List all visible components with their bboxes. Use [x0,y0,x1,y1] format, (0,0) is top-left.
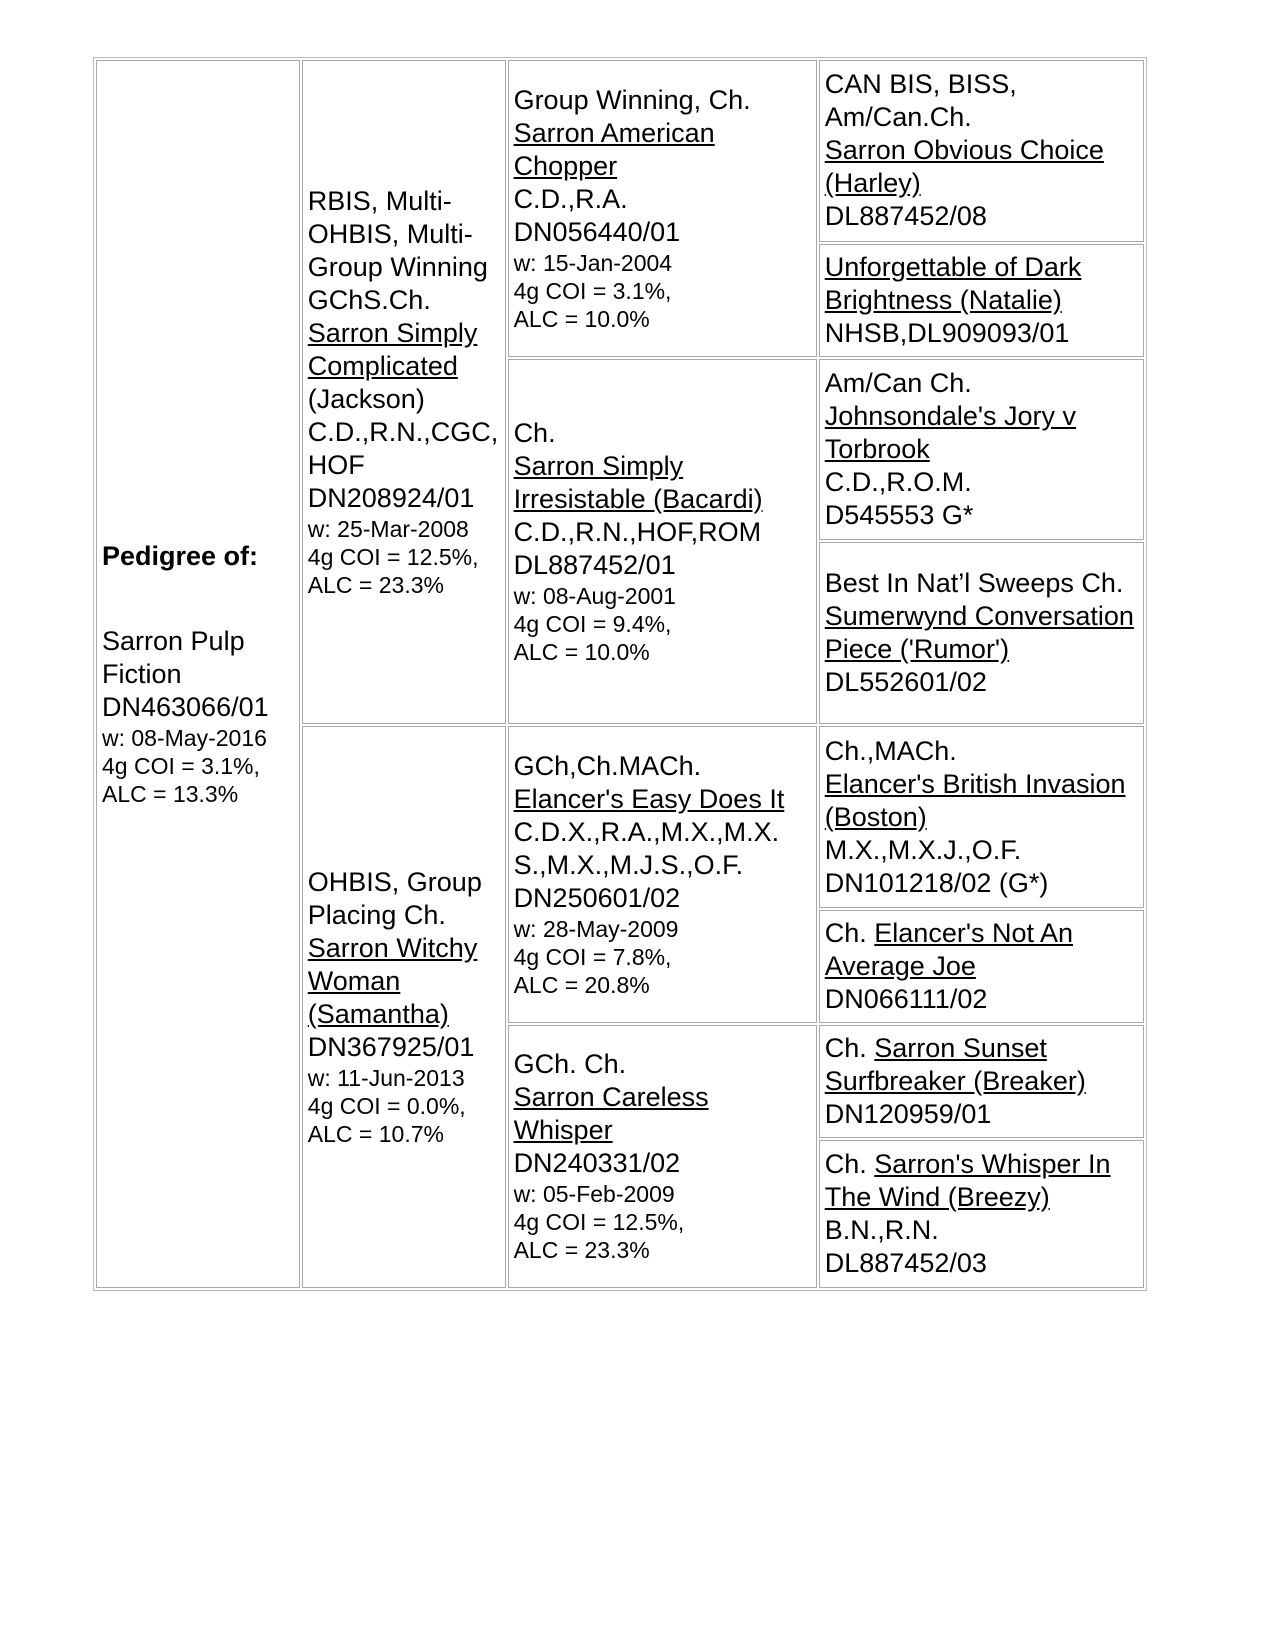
subject-coi: 4g COI = 3.1%, [102,753,260,779]
gg-cell-8 [819,1140,1144,1288]
gg-2-reg: NHSB,DL909093/01 [824,317,1070,348]
dam-sire-reg: DN250601/02 [513,883,681,914]
sire-sire-name-link[interactable]: Sarron American Chopper [513,117,715,181]
dam-sire-coi: 4g COI = 7.8%, [513,944,672,971]
sire-dam-cell [508,359,817,724]
sire-dam-reg: DL887452/01 [513,549,676,580]
gg-cell-2 [819,244,1144,357]
dam-dam-coi: 4g COI = 12.5%, [513,1209,685,1236]
sire-titles: RBIS, Multi-OHBIS, Multi-Group Winning GChS.Ch. [307,186,488,316]
gg-cell-1 [819,60,1144,242]
gg-4-reg: DL552601/02 [824,667,987,698]
gg-8-titles: Ch. [824,1149,867,1179]
dam-sire-name-link[interactable]: Elancer's Easy Does It [513,784,785,815]
dam-reg: DN367925/01 [307,1032,475,1063]
dam-sire-cell [508,726,817,1023]
gg-5-reg: DN101218/02 (G*) [824,867,1049,898]
sire-reg: DN208924/01 [307,483,475,514]
dam-alc: ALC = 10.7% [307,1121,444,1148]
dam-titles: OHBIS, Group Placing Ch. [307,867,482,931]
sire-sire-reg: DN056440/01 [513,216,681,247]
sire-name-link[interactable]: Sarron Simply Complicated [307,318,478,382]
gg-1-name-link[interactable]: Sarron Obvious Choice (Harley) [824,135,1104,199]
subject-cell [96,60,300,1288]
dam-dam-alc: ALC = 23.3% [513,1237,650,1264]
dam-dam-cell [508,1025,817,1288]
gg-6-name-link[interactable]: Elancer's Not An Average Joe [824,917,1074,981]
sire-sire-suffix: C.D.,R.A. [513,183,628,214]
gg-5-suffix: M.X.,M.X.J.,O.F. [824,834,1022,865]
gg-2-name-link[interactable]: Unforgettable of Dark Brightness (Natalie) [824,251,1082,315]
gg-5-name-link[interactable]: Elancer's British Invasion (Boston) [824,768,1126,832]
sire-sire-coi: 4g COI = 3.1%, [513,277,672,304]
gg-cell-3 [819,359,1144,541]
pedigree-table [93,57,1147,1291]
sire-dam-suffix: C.D.,R.N.,HOF,ROM [513,516,762,547]
gg-7-titles: Ch. [824,1032,867,1063]
dam-sire-alc: ALC = 20.8% [513,972,650,999]
dam-dam-whelped: w: 05-Feb-2009 [513,1181,675,1208]
sire-alc: ALC = 23.3% [307,572,444,599]
gg-3-name-link[interactable]: Johnsondale's Jory v Torbrook [824,401,1077,465]
gg-4-name-link[interactable]: Sumerwynd Conversation Piece ('Rumor') [824,601,1134,665]
gg-6-titles: Ch. [824,917,867,948]
gg-6-reg: DN066111/02 [824,983,988,1014]
dam-cell [302,726,506,1288]
gg-3-titles: Am/Can Ch. [824,368,972,399]
dam-dam-reg: DN240331/02 [513,1148,681,1179]
dam-sire-titles: GCh,Ch.MACh. [513,751,702,782]
gg-8-reg: DL887452/03 [824,1248,987,1278]
subject-alc: ALC = 13.3% [102,781,239,807]
sire-suffix: C.D.,R.N.,CGC, HOF [307,417,499,481]
dam-coi: 4g COI = 0.0%, [307,1093,466,1120]
sire-sire-cell [508,60,817,357]
dam-name-link[interactable]: Sarron Witchy Woman (Samantha) [307,933,478,1030]
subject-name: Sarron Pulp Fiction [102,626,245,689]
sire-dam-coi: 4g COI = 9.4%, [513,610,672,637]
sire-call-name: (Jackson) [307,384,425,415]
sire-coi: 4g COI = 12.5%, [307,544,479,571]
gg-cell-6 [819,910,1144,1023]
sire-cell [302,60,506,724]
gg-cell-4 [819,542,1144,724]
pedigree-heading: Pedigree of: [102,541,259,571]
dam-sire-suffix: C.D.X.,R.A.,M.X.,M.X.S.,M.X.,M.J.S.,O.F. [513,817,780,881]
gg-7-reg: DN120959/01 [824,1098,992,1129]
sire-whelped: w: 25-Mar-2008 [307,516,469,543]
gg-3-suffix: C.D.,R.O.M. [824,467,972,498]
gg-8-name-link[interactable]: Sarron's Whisper In The Wind (Breezy) [824,1149,1111,1212]
gg-cell-5 [819,726,1144,908]
gg-cell-7 [819,1025,1144,1138]
subject-whelped: w: 08-May-2016 [102,725,267,751]
sire-sire-titles: Group Winning, Ch. [513,84,751,115]
dam-sire-whelped: w: 28-May-2009 [513,916,679,943]
gg-4-titles: Best In Nat’l Sweeps Ch. [824,568,1124,599]
sire-dam-whelped: w: 08-Aug-2001 [513,582,676,609]
gg-1-titles: CAN BIS, BISS, Am/Can.Ch. [824,69,1017,133]
sire-dam-titles: Ch. [513,417,556,448]
subject-reg: DN463066/01 [102,692,269,722]
sire-dam-alc: ALC = 10.0% [513,638,650,665]
gg-3-reg: D545553 G* [824,500,974,531]
dam-dam-name-link[interactable]: Sarron Careless Whisper [513,1082,709,1146]
gg-1-reg: DL887452/08 [824,201,987,232]
sire-dam-name-link[interactable]: Sarron Simply Irresistable (Bacardi) [513,450,763,514]
dam-dam-titles: GCh. Ch. [513,1049,627,1080]
sire-sire-alc: ALC = 10.0% [513,305,650,332]
gg-8-suffix: B.N.,R.N. [824,1215,939,1245]
gg-7-name-link[interactable]: Sarron Sunset Surfbreaker (Breaker) [824,1032,1086,1096]
gg-5-titles: Ch.,MACh. [824,735,957,766]
dam-whelped: w: 11-Jun-2013 [307,1065,465,1092]
sire-sire-whelped: w: 15-Jan-2004 [513,249,673,276]
